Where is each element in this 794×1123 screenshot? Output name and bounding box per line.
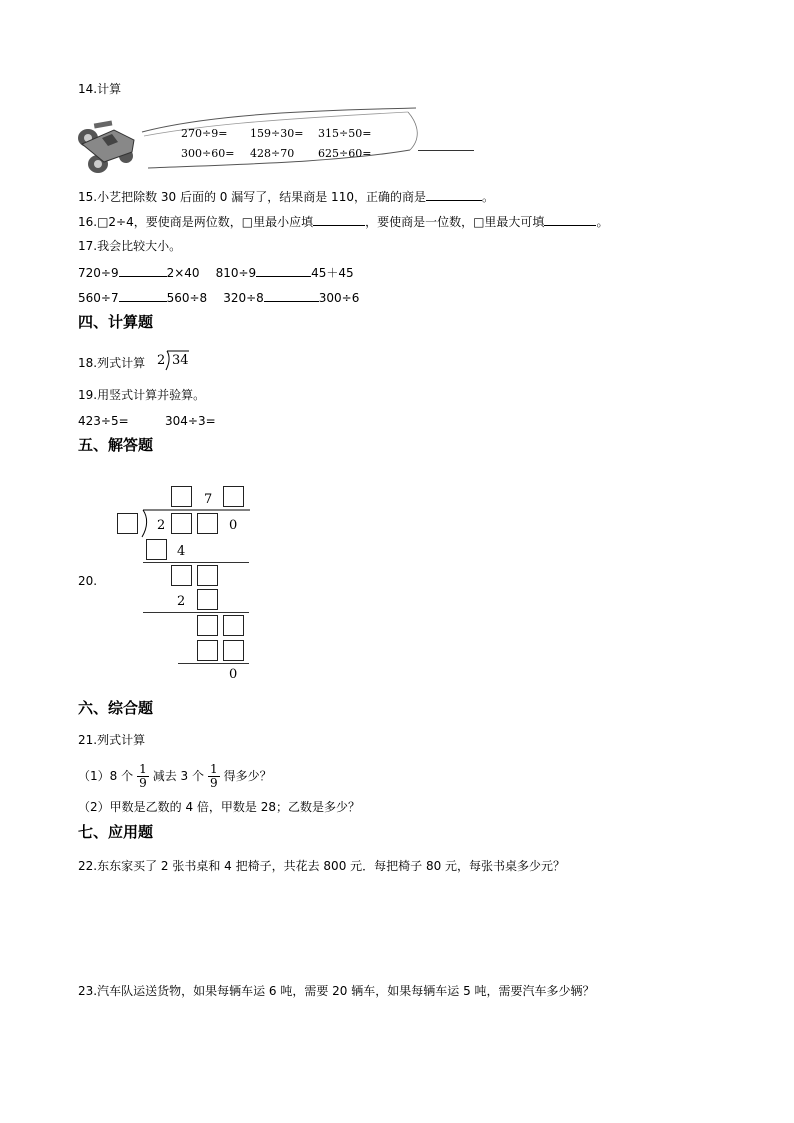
q15-end: 。 bbox=[481, 190, 494, 204]
q14-label: 14.计算 bbox=[78, 82, 122, 96]
q17-r2-blank-2 bbox=[264, 289, 319, 302]
q18-divisor: 2 bbox=[157, 353, 166, 368]
q15-text bbox=[78, 188, 494, 205]
q17-r2-left-2: 320÷8 bbox=[223, 291, 264, 305]
product-2-digit-2: 2 bbox=[177, 594, 186, 609]
section-6-heading: 六、综合题 bbox=[78, 699, 154, 717]
q17-r1-left-2: 810÷9 bbox=[215, 266, 257, 280]
q16-end: 。 bbox=[596, 215, 609, 229]
q21-part-2: （2）甲数是乙数的 4 倍，甲数是 28；乙数是多少？ bbox=[78, 800, 360, 814]
cloud-banner bbox=[138, 106, 420, 176]
q17-r1-right-2: 45＋45 bbox=[311, 266, 354, 280]
fraction-2-denominator: 9 bbox=[210, 776, 218, 790]
q21-p1-c: 得多少？ bbox=[223, 769, 272, 783]
fraction-1 bbox=[137, 763, 149, 790]
q17-r2-right-2: 300÷6 bbox=[318, 291, 360, 305]
rule-3 bbox=[178, 663, 249, 664]
dividend-box-2[interactable] bbox=[171, 513, 192, 534]
q18-label: 18.列式计算 bbox=[78, 356, 146, 370]
section-7-heading: 七、应用题 bbox=[78, 823, 154, 841]
q21-p1-a: （1）8 个 bbox=[78, 769, 134, 783]
product-3-box-1[interactable] bbox=[197, 640, 218, 661]
q22-text: 22.东东家买了 2 张书桌和 4 把椅子，共花去 800 元．每把椅子 80 元，每张书桌多少元？ bbox=[78, 859, 566, 873]
q19-expr-2: 304÷3= bbox=[165, 414, 216, 428]
rule-1 bbox=[143, 562, 249, 563]
dividend-box-3[interactable] bbox=[197, 513, 218, 534]
q14-expr-4: 300÷60= bbox=[181, 147, 235, 160]
q20-label: 20. bbox=[78, 574, 98, 588]
fraction-1-denominator: 9 bbox=[139, 776, 147, 790]
product-3-box-2[interactable] bbox=[223, 640, 244, 661]
fraction-1-numerator: 1 bbox=[139, 762, 147, 776]
q17-row-1 bbox=[78, 264, 354, 281]
remainder-1-box-1[interactable] bbox=[171, 565, 192, 586]
q17-r2-left-1: 560÷7 bbox=[78, 291, 119, 305]
q17-r1-blank-1 bbox=[119, 264, 167, 277]
remainder-2-box-2[interactable] bbox=[223, 615, 244, 636]
q14-expr-1: 270÷9= bbox=[181, 127, 228, 140]
q16-blank-2 bbox=[544, 213, 596, 226]
q17-r1-right-1: 2×40 bbox=[166, 266, 200, 280]
q16-text bbox=[78, 213, 608, 230]
q17-r2-blank-1 bbox=[119, 289, 167, 302]
divisor-box[interactable] bbox=[117, 513, 138, 534]
product-2-box-2[interactable] bbox=[197, 589, 218, 610]
q21-part-1 bbox=[78, 762, 272, 790]
q14-answer-blank bbox=[418, 150, 474, 151]
q16-part-b: ，要使商是一位数，□里最大可填 bbox=[365, 215, 545, 229]
quotient-box-1[interactable] bbox=[171, 486, 192, 507]
q15-prompt: 15.小艺把除数 30 后面的 0 漏写了，结果商是 110，正确的商是 bbox=[78, 190, 426, 204]
q14-expr-2: 159÷30= bbox=[250, 127, 304, 140]
q19-expr-1: 423÷5= bbox=[78, 414, 129, 428]
q17-label: 17.我会比较大小。 bbox=[78, 239, 182, 253]
remainder-1-box-2[interactable] bbox=[197, 565, 218, 586]
remainder-2-box-1[interactable] bbox=[197, 615, 218, 636]
q18-dividend: 34 bbox=[172, 353, 189, 368]
final-remainder-0: 0 bbox=[229, 667, 238, 682]
fraction-2 bbox=[208, 763, 220, 790]
product-1-digit-4: 4 bbox=[177, 544, 186, 559]
section-5-heading: 五、解答题 bbox=[78, 436, 154, 454]
q21-p1-b: 减去 3 个 bbox=[152, 769, 204, 783]
q17-r1-left-1: 720÷9 bbox=[78, 266, 119, 280]
q21-label: 21.列式计算 bbox=[78, 733, 146, 747]
dividend-digit-0: 0 bbox=[229, 518, 238, 533]
q14-expr-3: 315÷50= bbox=[318, 127, 372, 140]
q16-part-a: 16.□2÷4，要使商是两位数，□里最小应填 bbox=[78, 215, 314, 229]
q14-expr-6: 625÷60= bbox=[318, 147, 372, 160]
q14-expr-5: 428÷70 bbox=[250, 147, 295, 160]
q17-r2-right-1: 560÷8 bbox=[166, 291, 208, 305]
q17-row-2 bbox=[78, 289, 359, 306]
q17-r1-blank-2 bbox=[256, 264, 311, 277]
section-4-heading: 四、计算题 bbox=[78, 313, 154, 331]
product-1-box-1[interactable] bbox=[146, 539, 167, 560]
q15-blank bbox=[426, 188, 482, 201]
rule-2 bbox=[143, 612, 249, 613]
race-car-icon bbox=[74, 118, 142, 176]
q16-blank-1 bbox=[313, 213, 365, 226]
q23-text: 23.汽车队运送货物，如果每辆车运 6 吨，需要 20 辆车，如果每辆车运 5 吨，需要汽车多少辆？ bbox=[78, 984, 595, 998]
quotient-digit-7: 7 bbox=[204, 492, 213, 507]
quotient-box-3[interactable] bbox=[223, 486, 244, 507]
q19-label: 19.用竖式计算并验算。 bbox=[78, 388, 206, 402]
fraction-2-numerator: 1 bbox=[210, 762, 218, 776]
dividend-digit-2: 2 bbox=[157, 518, 166, 533]
